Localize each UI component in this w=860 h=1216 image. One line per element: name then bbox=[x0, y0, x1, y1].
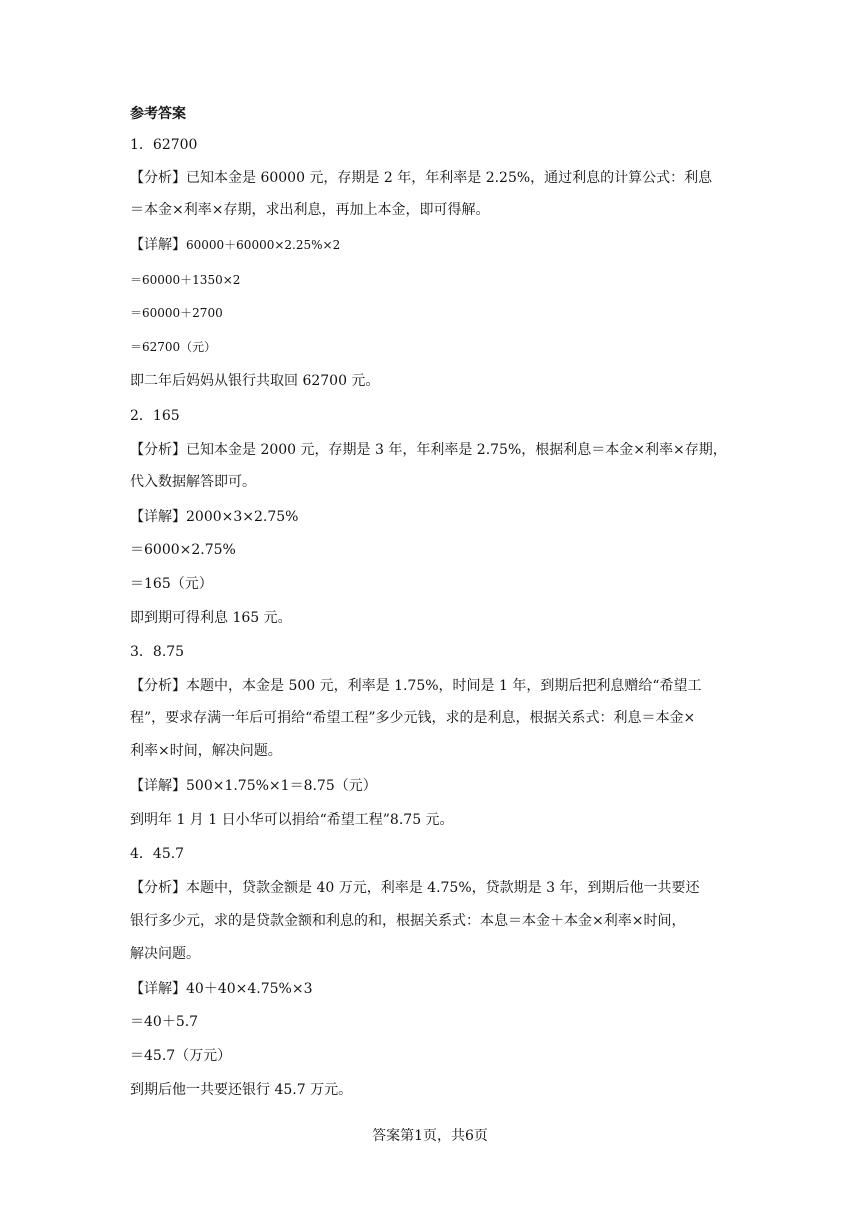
q3-analysis-line-3: 利率×时间，解决问题。 bbox=[130, 743, 282, 759]
q4-answer: 4．45.7 bbox=[130, 846, 185, 862]
q3-analysis-line-2: 程”，要求存满一年后可捐给“希望工程”多少元钱，求的是利息，根据关系式：利息＝本金× bbox=[130, 710, 696, 726]
q2-conclusion: 即到期可得利息 165 元。 bbox=[130, 610, 292, 626]
q1-analysis-line-1: 【分析】已知本金是 60000 元，存期是 2 年，年利率是 2.25%，通过利息的计算公式：利息 bbox=[130, 170, 713, 186]
q4-analysis-line-2: 银行多少元，求的是贷款金额和利息的和，根据关系式：本息＝本金＋本金×利率×时间， bbox=[130, 913, 686, 929]
q4-analysis-line-3: 解决问题。 bbox=[130, 946, 200, 962]
q2-detail-line-2: ＝6000×2.75% bbox=[130, 542, 236, 558]
q1-detail-formula: 60000＋60000×2.25%×2 bbox=[186, 238, 341, 252]
q4-detail-line-1: 【详解】40＋40×4.75%×3 bbox=[130, 981, 313, 997]
q1-detail-line-4: ＝62700（元） bbox=[130, 340, 217, 354]
page-footer: 答案第1页，共6页 bbox=[372, 1128, 488, 1144]
q1-detail-line-1 bbox=[130, 235, 340, 255]
q1-detail-line-2: ＝60000＋1350×2 bbox=[130, 273, 241, 287]
q3-answer: 3．8.75 bbox=[130, 644, 185, 660]
q4-conclusion: 到期后他一共要还银行 45.7 万元。 bbox=[130, 1082, 353, 1098]
q1-answer: 1．62700 bbox=[130, 137, 198, 153]
q4-analysis-line-1: 【分析】本题中，贷款金额是 40 万元，利率是 4.75%，贷款期是 3 年，到期后他一共要还 bbox=[130, 880, 700, 896]
page-heading: 参考答案 bbox=[130, 106, 186, 122]
q1-conclusion: 即二年后妈妈从银行共取回 62700 元。 bbox=[130, 373, 380, 389]
q1-analysis-line-2: ＝本金×利率×存期，求出利息，再加上本金，即可得解。 bbox=[130, 202, 490, 218]
q4-detail-line-2: ＝40＋5.7 bbox=[130, 1014, 199, 1030]
q1-detail-line-3: ＝60000＋2700 bbox=[130, 306, 223, 320]
q2-detail-line-3: ＝165（元） bbox=[130, 576, 213, 592]
q2-detail-line-1: 【详解】2000×3×2.75% bbox=[130, 509, 299, 525]
q3-detail-line-1: 【详解】500×1.75%×1＝8.75（元） bbox=[130, 778, 377, 794]
q2-analysis-line-1: 【分析】已知本金是 2000 元，存期是 3 年，年利率是 2.75%，根据利息＝本金×利率×存期， bbox=[130, 442, 727, 458]
q2-analysis-line-2: 代入数据解答即可。 bbox=[130, 474, 256, 490]
q2-answer: 2．165 bbox=[130, 408, 180, 424]
q1-detail-label: 【详解】 bbox=[130, 237, 186, 253]
q4-detail-line-3: ＝45.7（万元） bbox=[130, 1048, 232, 1064]
q3-analysis-line-1: 【分析】本题中，本金是 500 元，利率是 1.75%，时间是 1 年，到期后把利息赠给“希望工 bbox=[130, 678, 702, 694]
q3-conclusion: 到明年 1 月 1 日小华可以捐给“希望工程”8.75 元。 bbox=[130, 812, 454, 828]
